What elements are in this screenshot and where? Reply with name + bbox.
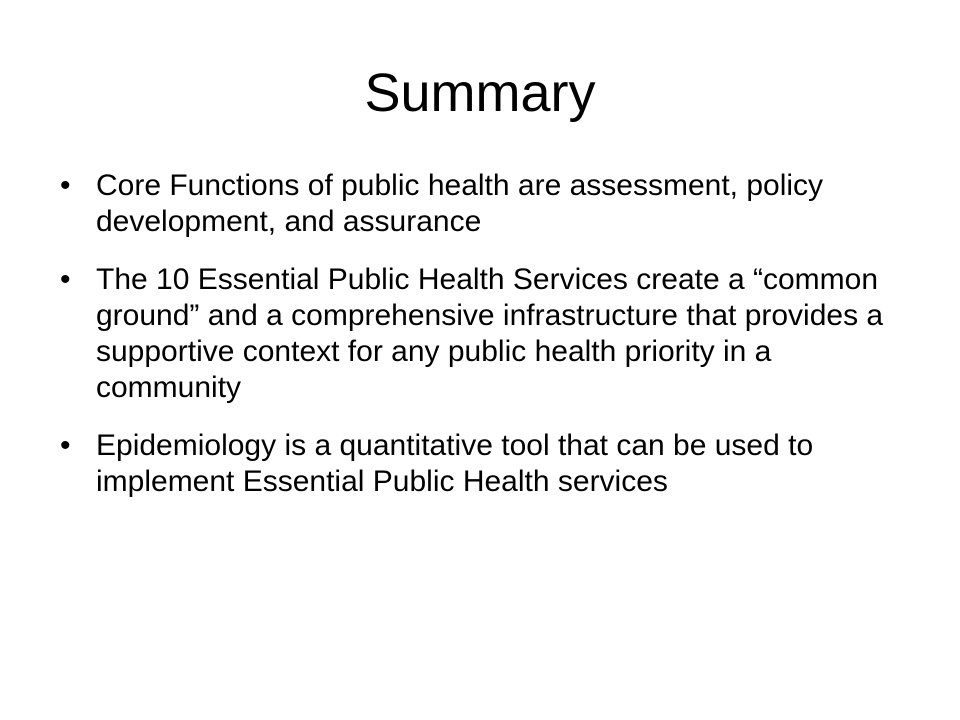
bullet-marker: • [60, 263, 71, 296]
bullet-text: The 10 Essential Public Health Services create a “common ground” and a comprehensive infrastructure that provides a supportive context for any public health priority in a community [96, 263, 884, 404]
bullet-text: Epidemiology is a quantitative tool that can be used to implement Essential Public Health services [96, 429, 814, 498]
bullet-text: Core Functions of public health are assessment, policy development, and assurance [96, 169, 824, 238]
bullet-item-essential-services [60, 262, 920, 406]
bullet-item-epidemiology [60, 428, 920, 500]
bullet-list [60, 168, 920, 522]
bullet-marker: • [60, 169, 71, 202]
bullet-marker: • [60, 429, 71, 462]
bullet-item-core-functions [60, 168, 920, 240]
slide-title: Summary [364, 63, 596, 123]
